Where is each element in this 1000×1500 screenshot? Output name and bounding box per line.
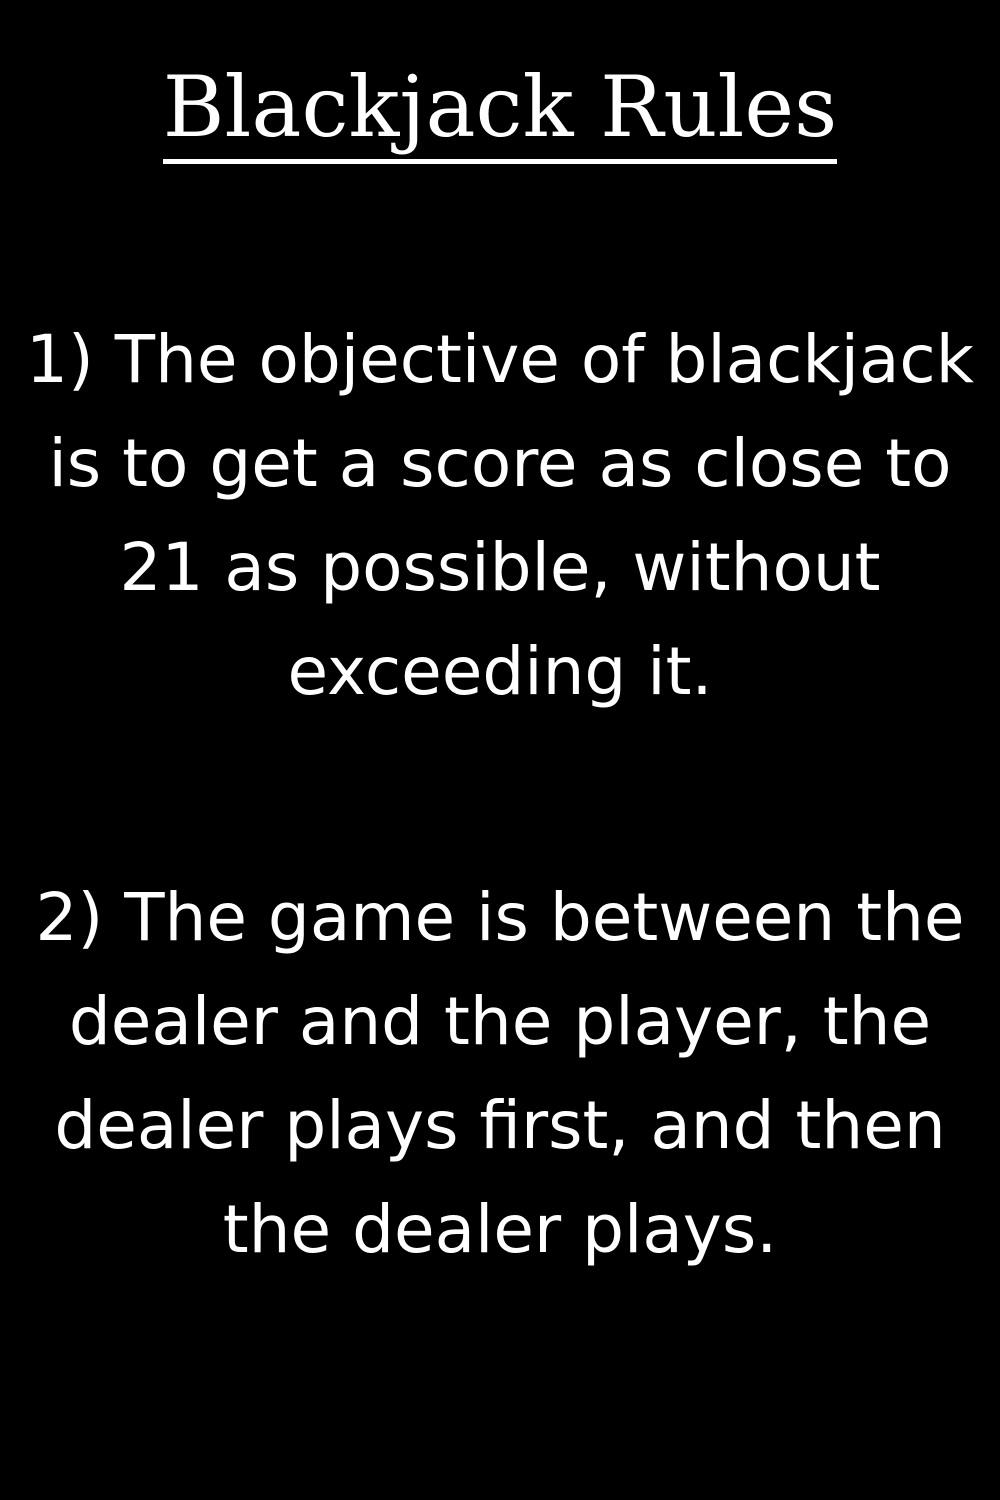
- rule-2-line-2: dealer and the player, the: [68, 983, 932, 1060]
- rule-1: [0, 308, 1000, 724]
- rule-2-line-3: dealer plays first, and then: [54, 1087, 946, 1164]
- rule-1-line-2: is to get a score as close to: [48, 425, 952, 502]
- rule-2: [0, 866, 1000, 1282]
- rule-2-line-4: the dealer plays.: [222, 1191, 778, 1268]
- rule-1-line-1: 1) The objective of blackjack: [26, 321, 974, 398]
- rule-1-line-4: exceeding it.: [287, 633, 713, 710]
- rule-2-line-1: 2) The game is between the: [35, 879, 965, 956]
- rule-1-line-3: 21 as possible, without: [119, 529, 881, 606]
- page-title: [0, 52, 1000, 164]
- page-title-text: Blackjack Rules: [163, 57, 837, 164]
